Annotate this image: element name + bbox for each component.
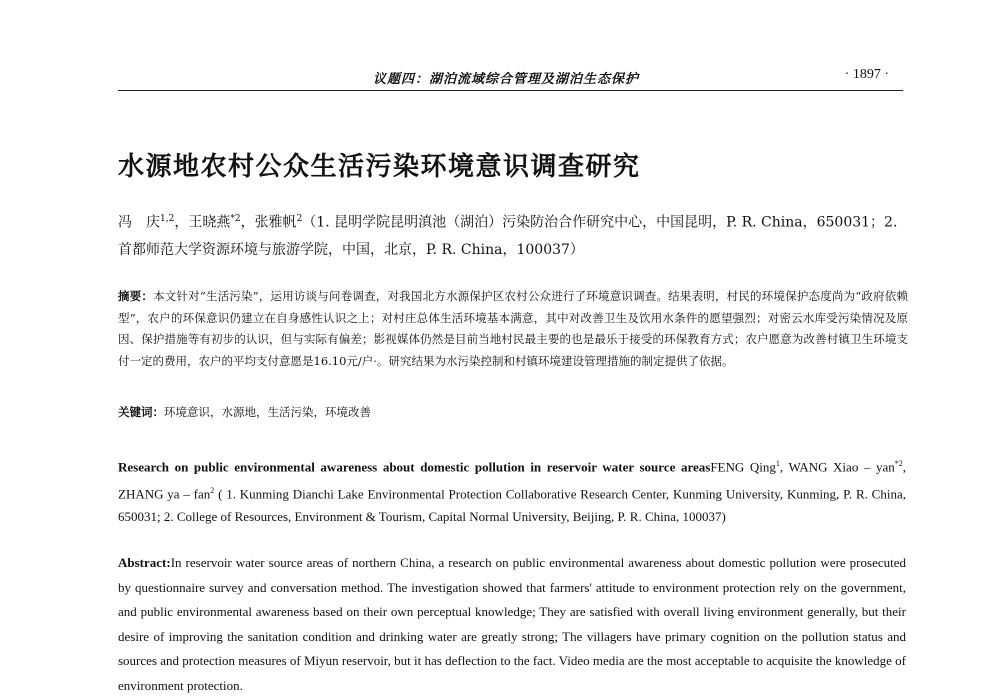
author-name: 冯 庆 [118,214,160,231]
english-author-name: WANG Xiao – yan [788,459,895,475]
english-affiliation: ( 1. Kunming Dianchi Lake Environmental Protection Collaborative Research Center, Kunming University, Kunming, P. R. China, 650031; 2. College of Resources, Environment & Tourism, Capital Normal University, Beijing, P. R. China, 100037) [118,485,906,525]
english-abstract-label: Abstract: [118,555,171,570]
chinese-authors: 冯 庆$^{1,2}$，王晓燕$^{*2}$，张雅帆$^2$（1. 昆明学院昆明滇池（湖泊）污染防治合作研究中心，中国昆明，P. R. China，650031；2. 首都师范大学资源环境与旅游学院，中国，北京，P. R. China，100037） [118,214,898,258]
english-author-affiliation-mark: 1 [775,459,780,468]
english-author-name: FENG Qing [710,459,776,475]
english-author-affiliation-mark: 2 [210,485,215,495]
chinese-keywords-label: 关键词： [118,405,164,419]
english-title: Research on public environmental awareness about domestic pollution in reservoir water source areas [118,459,711,475]
author-name: 张雅帆 [254,214,297,231]
chinese-keywords [118,402,908,422]
english-author-name: ZHANG ya – fan [118,485,211,501]
english-abstract [118,551,906,698]
chinese-affiliation: （1. 昆明学院昆明滇池（湖泊）污染防治合作研究中心，中国昆明，P. R. China，650031；2. 首都师范大学资源环境与旅游学院，中国，北京，P. R. China，100037） [118,214,898,258]
english-abstract-text: In reservoir water source areas of northern China, a research on public environmental awareness about domestic pollution were prosecuted by questionnaire survey and conversation method. The investigation showed that farmers' attitude to environment protection rely on the government, and public environmental awareness based on their own perceptual knowledge; They are satisfied with overall living environment generally, but their desire of improving the sanitation condition and drinking water are greatly strong; The villagers have primary cognition on the pollution status and sources and protection measures of Miyun reservoir, but it has deflection to the fact. Video media are the most acceptable to acquisite the knowledge of environment protection. [118,555,906,693]
chinese-keywords-text: 环境意识，水源地，生活污染，环境改善 [164,405,371,419]
chinese-abstract-label: 摘要： [118,289,154,303]
english-author-affiliation-mark: *2 [894,459,903,468]
paper-title: 水源地农村公众生活污染环境意识调查研究 [118,152,641,182]
chinese-abstract-text: 本文针对“生活污染”，运用访谈与问卷调查，对我国北方水源保护区农村公众进行了环境意识调查。结果表明，村民的环境保护态度尚为“政府依赖型”，农户的环保意识仍建立在自身感性认识之上；对村庄总体生活环境基本满意，其中对改善卫生及饮用水条件的愿望强烈；对密云水库受污染情况及原因、保护措施等有初步的认识，但与实际有偏差；影视媒体仍然是目前当地村民最主要的也是最乐于接受的环保教育方式；农户愿意为改善村镇卫生环境支付一定的费用，农户的平均支付意愿是16.10元/户·。研究结果为水污染控制和村镇环境建设管理措施的制定提供了依据。 [118,289,908,368]
author-affiliation-mark: 1,2 [160,214,175,224]
page-number: · 1897 · [844,67,889,82]
running-header [118,66,903,91]
chinese-abstract [118,286,908,372]
author-name: 王晓燕 [188,214,231,231]
english-title-authors: Research on public environmental awareness about domestic pollution in reservoir water source areasFENG Qing$^1$, WANG Xiao – yan$^{*2}$, ZHANG ya – fan$^2$ ( 1. Kunming Dianchi Lake Environmental Protection Collaborative Research Center, Kunming University, Kunming, P. R. China, 650031; 2. College of Resources, Environment & Tourism, Capital Normal University, Beijing, P. R. China, 100037) [118,459,907,525]
running-title: 议题四：湖泊流域综合管理及湖泊生态保护 [373,72,640,87]
author-affiliation-mark: *2 [230,214,241,224]
author-affiliation-mark: 2 [296,214,303,224]
